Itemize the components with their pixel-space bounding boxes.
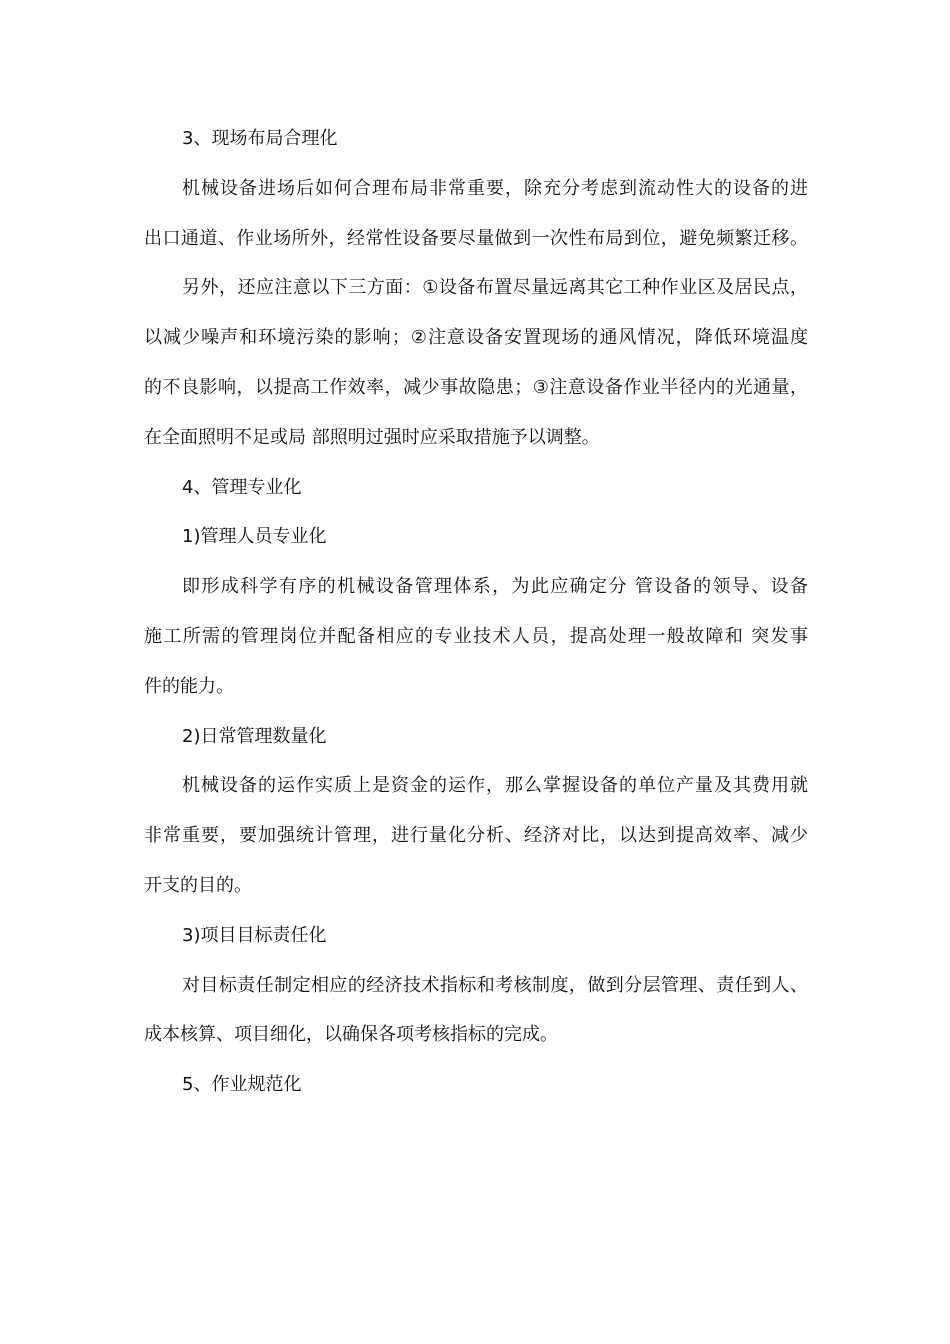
paragraph-line: 非常重要，要加强统计管理，进行量化分析、经济对比，以达到提高效率、减少	[144, 825, 808, 847]
paragraph-line: 对目标责任制定相应的经济技术指标和考核制度，做到分层管理、责任到人、	[182, 974, 808, 996]
paragraph-line: 在全面照明不足或局 部照明过强时应采取措施予以调整。	[144, 426, 600, 448]
paragraph-line: 开支的目的。	[144, 874, 252, 896]
paragraph-line: 的不良影响，以提高工作效率，减少事故隐患；③注意设备作业半径内的光通量，	[144, 376, 808, 398]
paragraph-line: 件的能力。	[144, 675, 234, 697]
paragraph-line: 另外，还应注意以下三方面：①设备布置尽量远离其它工种作业区及居民点，	[182, 277, 808, 299]
paragraph-line: 即形成科学有序的机械设备管理体系，为此应确定分 管设备的领导、设备	[182, 576, 808, 598]
heading-4-management: 4、管理专业化	[182, 476, 302, 498]
paragraph-line: 机械设备进场后如何合理布局非常重要，除充分考虑到流动性大的设备的进	[182, 177, 808, 199]
subheading-2-quantification: 2)日常管理数量化	[182, 725, 327, 747]
heading-5-operations: 5、作业规范化	[182, 1074, 302, 1096]
paragraph-line: 以减少噪声和环境污染的影响；②注意设备安置现场的通风情况，降低环境温度	[144, 327, 808, 349]
paragraph-line: 成本核算、项目细化，以确保各项考核指标的完成。	[144, 1024, 558, 1046]
subheading-3-responsibility: 3)项目目标责任化	[182, 924, 327, 946]
heading-3-site-layout: 3、现场布局合理化	[182, 128, 338, 149]
paragraph-line: 施工所需的管理岗位并配备相应的专业技术人员，提高处理一般故障和 突发事	[144, 625, 808, 647]
paragraph-line: 机械设备的运作实质上是资金的运作，那么掌握设备的单位产量及其费用就	[182, 775, 808, 797]
paragraph-line: 出口通道、作业场所外，经常性设备要尽量做到一次性布局到位，避免频繁迁移。	[144, 227, 808, 249]
subheading-1-personnel: 1)管理人员专业化	[182, 526, 327, 548]
document-body	[144, 114, 808, 1110]
